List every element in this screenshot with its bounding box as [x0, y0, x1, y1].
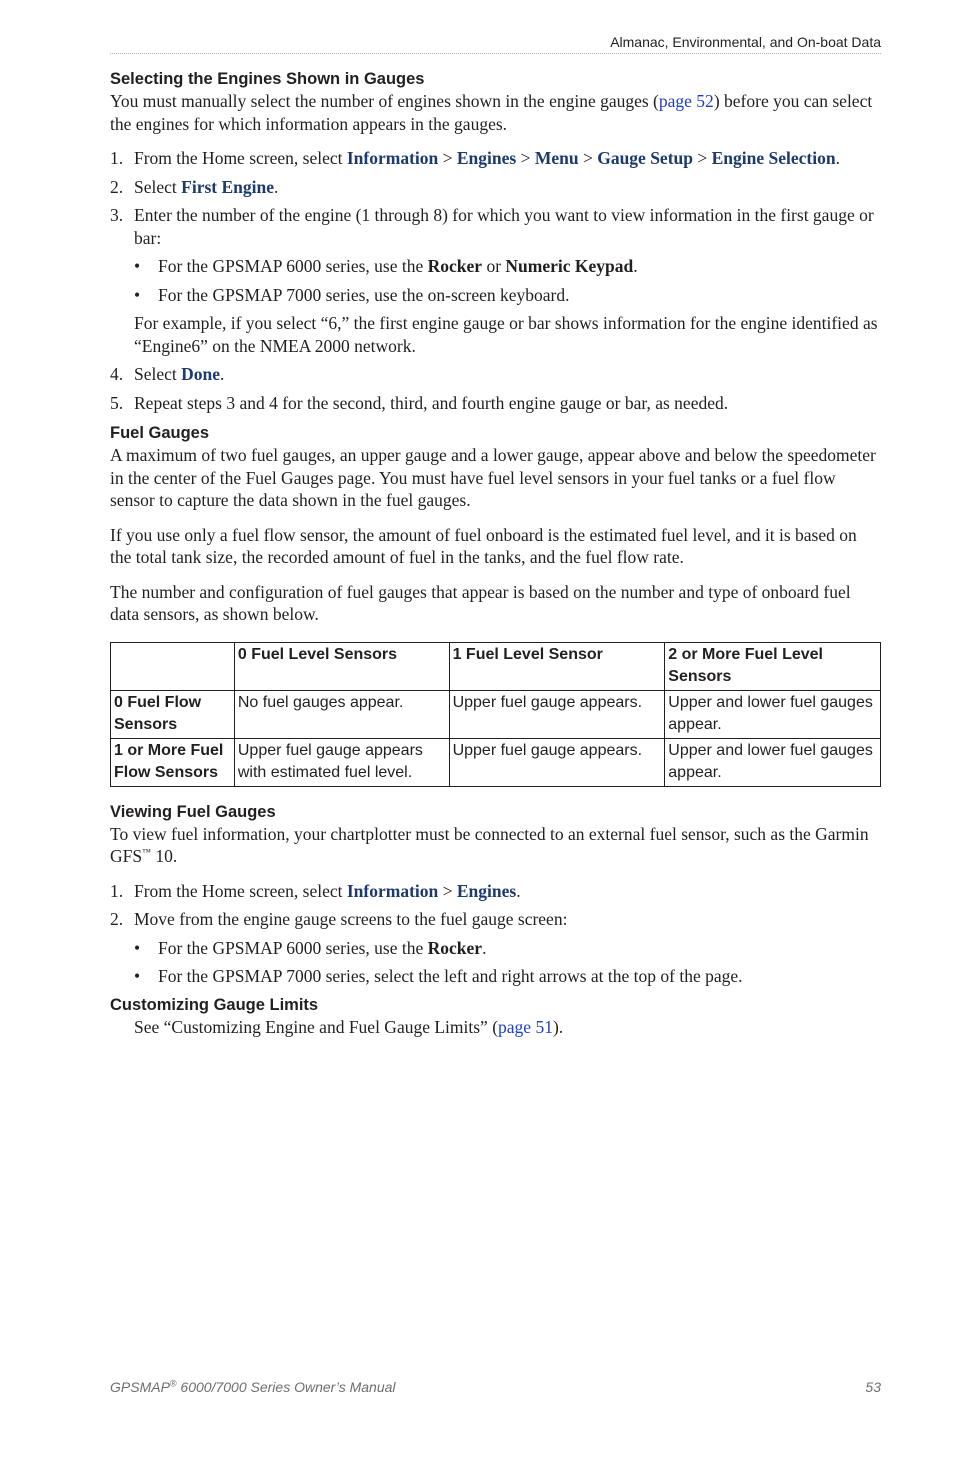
fuel-steps-list [110, 880, 881, 988]
paragraph: A maximum of two fuel gauges, an upper gauge and a lower gauge, appear above and below the speedometer in the center of the Fuel Gauges page. You must have fuel level sensors in your fuel tanks or a fuel flow sensor to capture the data shown in the fuel gauges. [110, 445, 876, 510]
heading-viewing-fuel-gauges: Viewing Fuel Gauges [110, 802, 276, 821]
table-cell: Upper and lower fuel gauges appear. [665, 690, 881, 738]
table-header-cell: 2 or More Fuel Level Sensors [665, 642, 881, 690]
menu-engine-selection: Engine Selection [711, 148, 836, 168]
list-item: • For the GPSMAP 7000 series, select the left and right arrows at the top of the page. [134, 966, 743, 986]
paragraph: See “Customizing Engine and Fuel Gauge Limits” (page 51). [134, 1016, 564, 1037]
example-paragraph: For example, if you select “6,” the first engine gauge or bar shows information for the engine identified as “Engine6” on the NMEA 2000 network. [134, 313, 878, 356]
menu-menu: Menu [534, 148, 579, 168]
fuel-sensor-table [110, 642, 881, 787]
menu-information: Information [346, 880, 439, 901]
table-header-cell: 1 Fuel Level Sensor [449, 642, 665, 690]
menu-engines: Engines [456, 880, 517, 901]
menu-engines: Engines [456, 148, 517, 168]
table-header-row [111, 642, 881, 690]
menu-gauge-setup: Gauge Setup [597, 148, 693, 168]
registered-symbol: ® [169, 1378, 177, 1389]
bullet-list [134, 937, 881, 988]
page-51-link[interactable]: page 51 [498, 1016, 553, 1037]
trademark-symbol: ™ [142, 847, 151, 858]
menu-first-engine: First Engine [181, 176, 274, 197]
table-cell: Upper and lower fuel gauges appear. [665, 738, 881, 786]
customizing-limits-section [110, 994, 881, 1039]
engine-steps-list [110, 147, 881, 414]
table-cell: Upper fuel gauge appears. [449, 738, 665, 786]
row-header-cell: 1 or More Fuel Flow Sensors [111, 738, 235, 786]
list-item: 5. Repeat steps 3 and 4 for the second, third, and fourth engine gauge or bar, as needed. [110, 392, 729, 413]
heading-customizing-gauge-limits: Customizing Gauge Limits [110, 995, 319, 1014]
heading-selecting-engines: Selecting the Engines Shown in Gauges [110, 70, 425, 88]
list-item: • For the GPSMAP 6000 series, use the Rocker or Numeric Keypad. [134, 256, 638, 276]
header-divider [110, 53, 881, 54]
row-header-cell: 0 Fuel Flow Sensors [111, 690, 235, 738]
list-item: 1. From the Home screen, select Information > Engines > Menu > Gauge Setup > Engine Selection. [110, 148, 840, 168]
list-item: • For the GPSMAP 7000 series, use the on-screen keyboard. [134, 284, 570, 305]
paragraph: The number and configuration of fuel gauges that appear is based on the number and type of onboard fuel data sensors, as shown below. [110, 581, 851, 624]
list-item: 3. Enter the number of the engine (1 through 8) for which you want to view information in the first gauge or bar: • For the GPSMAP 6000 series, use the Rocker or Numeric Keypad. • For the GPSMAP 7000 series, use the on-screen keyboard. For example, if you select “6,” the first engine gauge or bar shows information for the engine identified as “Engine6” on the NMEA 2000 network. [110, 204, 881, 357]
menu-done: Done [181, 364, 221, 384]
list-item: 2. Select First Engine. [110, 176, 279, 197]
bullet-list [134, 255, 881, 306]
page-number: 53 [865, 1379, 881, 1395]
page-52-link[interactable]: page 52 [658, 91, 714, 111]
table-cell: Upper fuel gauge appears. [449, 690, 665, 738]
menu-information: Information [346, 148, 439, 168]
page-content [110, 68, 881, 1038]
list-item: 1. From the Home screen, select Information > Engines. [110, 880, 521, 901]
intro-paragraph: You must manually select the number of engines shown in the engine gauges (page 52) before you can select the engines for which information appears in the gauges. [110, 91, 873, 134]
list-item: 2. Move from the engine gauge screens to the fuel gauge screen: • For the GPSMAP 6000 series, use the Rocker. • For the GPSMAP 7000 series, select the left and right arrows at the top of the page. [110, 908, 881, 988]
table-cell: No fuel gauges appear. [234, 690, 449, 738]
fuel-gauges-section [110, 422, 881, 787]
table-header-cell: 0 Fuel Level Sensors [234, 642, 449, 690]
viewing-fuel-gauges-section [110, 801, 881, 988]
list-item: • For the GPSMAP 6000 series, use the Rocker. [134, 937, 487, 958]
running-header: Almanac, Environmental, and On-boat Data [610, 34, 881, 50]
table-row [111, 738, 881, 786]
footer-manual-title: GPSMAP® 6000/7000 Series Owner’s Manual [110, 1378, 396, 1395]
paragraph: To view fuel information, your chartplotter must be connected to an external fuel sensor, such as the Garmin GFS™ 10. [110, 823, 869, 866]
paragraph: If you use only a fuel flow sensor, the amount of fuel onboard is the estimated fuel level, and it is based on the total tank size, the recorded amount of fuel in the tanks, and the fuel flow rate. [110, 524, 857, 567]
table-header-cell [111, 642, 235, 690]
table-cell: Upper fuel gauge appears with estimated fuel level. [234, 738, 449, 786]
heading-fuel-gauges: Fuel Gauges [110, 424, 210, 442]
list-item: 4. Select Done. [110, 364, 225, 384]
table-row [111, 690, 881, 738]
